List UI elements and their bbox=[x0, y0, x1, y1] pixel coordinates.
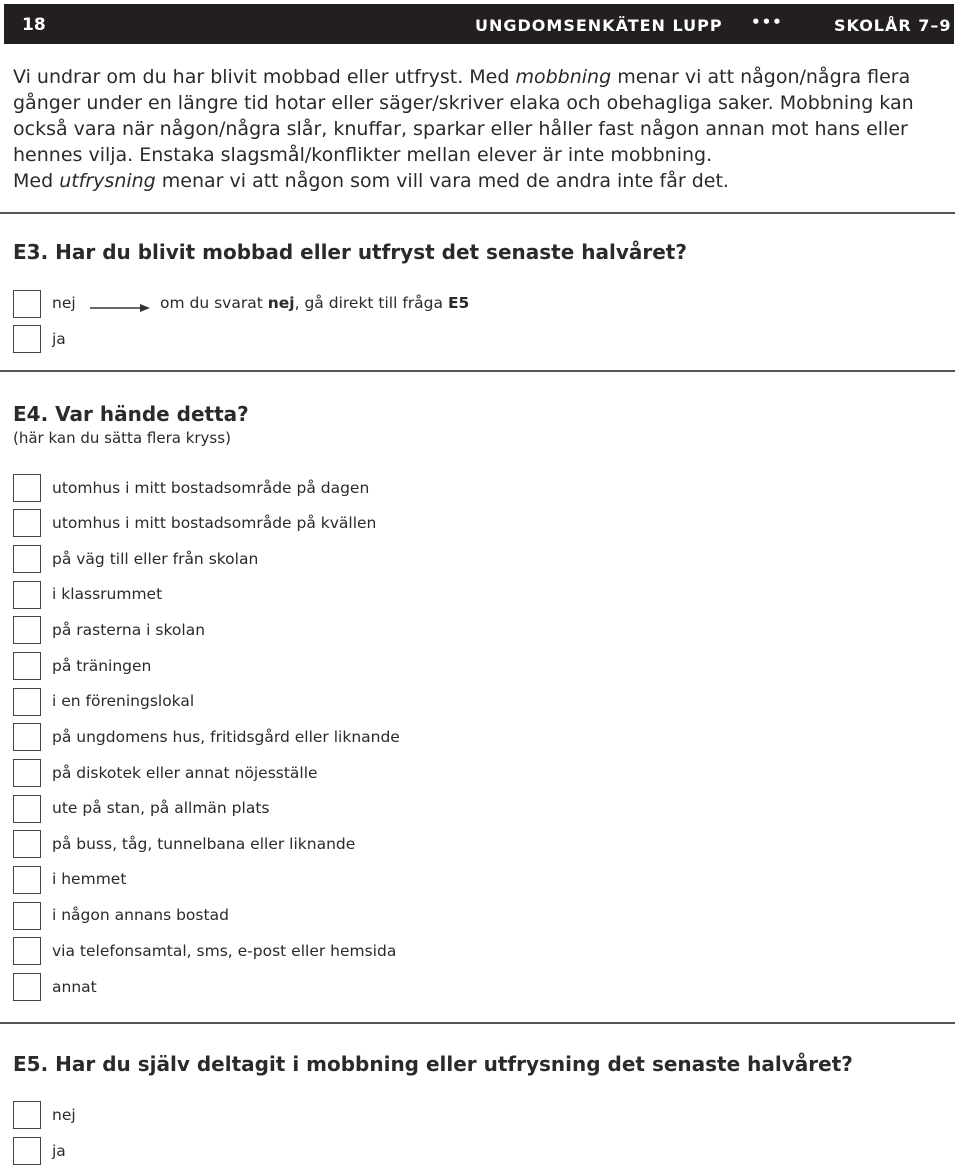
section-divider bbox=[0, 1022, 955, 1024]
checkbox-e4-option[interactable] bbox=[13, 937, 41, 965]
checkbox-e3-nej[interactable] bbox=[13, 290, 41, 318]
option-e4: på ungdomens hus, fritidsgård eller liknande bbox=[52, 728, 400, 746]
option-e3-nej: nej bbox=[52, 294, 76, 312]
option-e4: ute på stan, på allmän plats bbox=[52, 799, 270, 817]
option-e4: på diskotek eller annat nöjesställe bbox=[52, 764, 318, 782]
option-e5-nej: nej bbox=[52, 1106, 76, 1124]
checkbox-e4-option[interactable] bbox=[13, 902, 41, 930]
grade-label: SKOLÅR 7–9 bbox=[834, 16, 952, 35]
section-divider bbox=[0, 370, 955, 372]
option-e4: på rasterna i skolan bbox=[52, 621, 206, 639]
checkbox-e4-option[interactable] bbox=[13, 509, 41, 537]
checkbox-e4-option[interactable] bbox=[13, 723, 41, 751]
checkbox-e3-ja[interactable] bbox=[13, 325, 41, 353]
option-e5-ja: ja bbox=[52, 1142, 66, 1160]
intro-paragraph-mobbning: Vi undrar om du har blivit mobbad eller utfryst. Med mobbning menar vi att någon/några flera gånger under en längre tid hotar eller säger/skriver elaka och obehagliga saker. Mobbning kan också vara när någon/några slår, knuffar, sparkar eller håller fast någon annan mot hans eller hennes vilja. Enstaka slagsmål/konflikter mellan elever är inte mobbning. bbox=[13, 66, 914, 166]
checkbox-e4-option[interactable] bbox=[13, 795, 41, 823]
checkbox-e4-option[interactable] bbox=[13, 616, 41, 644]
checkbox-e4-option[interactable] bbox=[13, 474, 41, 502]
checkbox-e4-option[interactable] bbox=[13, 545, 41, 573]
question-e4-title: E4. Var hände detta? bbox=[13, 402, 249, 426]
question-e4-note: (här kan du sätta flera kryss) bbox=[13, 429, 231, 447]
option-e4: i klassrummet bbox=[52, 585, 163, 603]
option-e4: annat bbox=[52, 978, 97, 996]
checkbox-e4-option[interactable] bbox=[13, 830, 41, 858]
option-e4: i någon annans bostad bbox=[52, 906, 229, 924]
option-e4: på buss, tåg, tunnelbana eller liknande bbox=[52, 835, 356, 853]
option-e4: i en föreningslokal bbox=[52, 692, 195, 710]
header-separator: ••• bbox=[751, 13, 783, 31]
checkbox-e4-option[interactable] bbox=[13, 866, 41, 894]
term-utfrysning: utfrysning bbox=[59, 170, 156, 192]
question-e5-title: E5. Har du själv deltagit i mobbning eller utfrysning det senaste halvåret? bbox=[13, 1052, 853, 1076]
intro-text bbox=[13, 64, 948, 194]
term-mobbning: mobbning bbox=[515, 66, 612, 88]
checkbox-e4-option[interactable] bbox=[13, 759, 41, 787]
intro-paragraph-utfrysning: Med utfrysning menar vi att någon som vill vara med de andra inte får det. bbox=[13, 170, 729, 192]
skip-instruction: om du svarat nej, gå direkt till fråga E5 bbox=[160, 294, 470, 312]
checkbox-e4-option[interactable] bbox=[13, 688, 41, 716]
option-e3-ja: ja bbox=[52, 330, 66, 348]
checkbox-e5-ja[interactable] bbox=[13, 1137, 41, 1165]
option-e4: på träningen bbox=[52, 657, 152, 675]
checkbox-e4-option[interactable] bbox=[13, 652, 41, 680]
checkbox-e5-nej[interactable] bbox=[13, 1101, 41, 1129]
section-divider bbox=[0, 212, 955, 214]
option-e4: i hemmet bbox=[52, 870, 127, 888]
question-e3-title: E3. Har du blivit mobbad eller utfryst det senaste halvåret? bbox=[13, 240, 687, 264]
checkbox-e4-option[interactable] bbox=[13, 973, 41, 1001]
checkbox-e4-option[interactable] bbox=[13, 581, 41, 609]
survey-title: UNGDOMSENKÄTEN LUPP bbox=[475, 16, 723, 35]
page-header bbox=[4, 4, 954, 44]
arrow-icon bbox=[90, 303, 150, 313]
option-e4: på väg till eller från skolan bbox=[52, 550, 259, 568]
page-number: 18 bbox=[22, 15, 46, 35]
option-e4: utomhus i mitt bostadsområde på dagen bbox=[52, 479, 370, 497]
option-e4: utomhus i mitt bostadsområde på kvällen bbox=[52, 514, 377, 532]
option-e4: via telefonsamtal, sms, e-post eller hemsida bbox=[52, 942, 397, 960]
